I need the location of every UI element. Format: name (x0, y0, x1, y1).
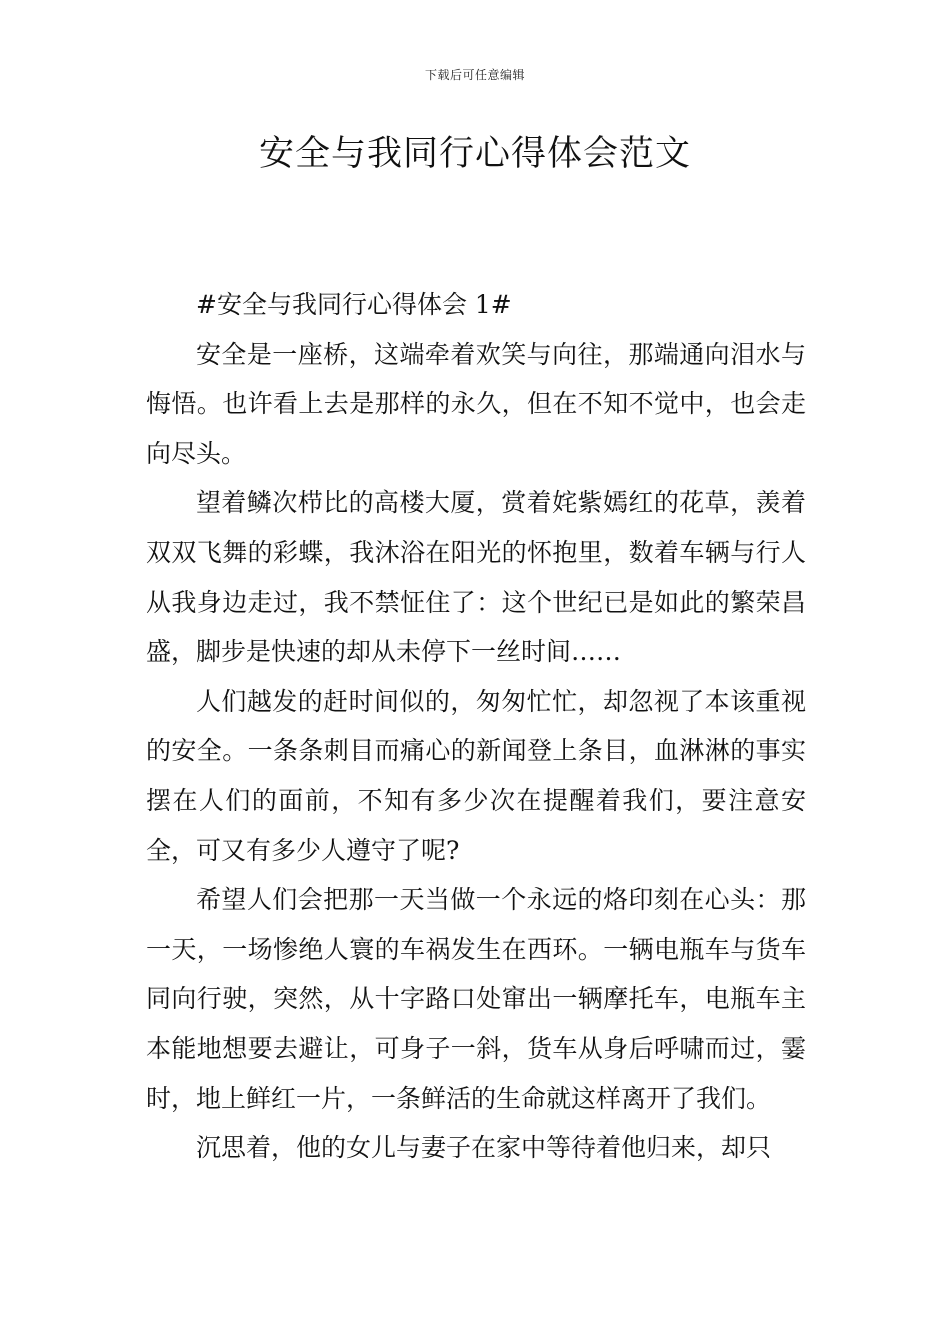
document-title: 安全与我同行心得体会范文 (258, 134, 691, 174)
document-body (146, 280, 806, 1173)
paragraph-4: 希望人们会把那一天当做一个永远的烙印刻在心头：那一天，一场惨绝人寰的车祸发生在西环。一辆电瓶车与货车同向行驶，突然，从十字路口处窜出一辆摩托车，电瓶车主本能地想要去避让，可身子一斜，货车从身后呼啸而过，霎时，地上鲜红一片，一条鲜活的生命就这样离开了我们。 (146, 885, 806, 1113)
header-note: 下载后可任意编辑 (424, 68, 525, 82)
section-heading: #安全与我同行心得体会 1# (196, 290, 512, 319)
paragraph-5: 沉思着，他的女儿与妻子在家中等待着他归来，却只 (196, 1133, 772, 1163)
paragraph-3: 人们越发的赶时间似的，匆匆忙忙，却忽视了本该重视的安全。一条条刺目而痛心的新闻登上条目，血淋淋的事实摆在人们的面前，不知有多少次在提醒着我们，要注意安全，可又有多少人遵守了呢? (146, 686, 806, 865)
paragraph-1: 安全是一座桥，这端牵着欢笑与向往，那端通向泪水与悔悟。也许看上去是那样的永久，但在不知不觉中，也会走向尽头。 (146, 339, 806, 468)
paragraph-2: 望着鳞次栉比的高楼大厦，赏着姹紫嫣红的花草，羡着双双飞舞的彩蝶，我沐浴在阳光的怀抱里，数着车辆与行人从我身边走过，我不禁怔住了：这个世纪已是如此的繁荣昌盛，脚步是快速的却从未停下一丝时间…… (146, 488, 806, 667)
